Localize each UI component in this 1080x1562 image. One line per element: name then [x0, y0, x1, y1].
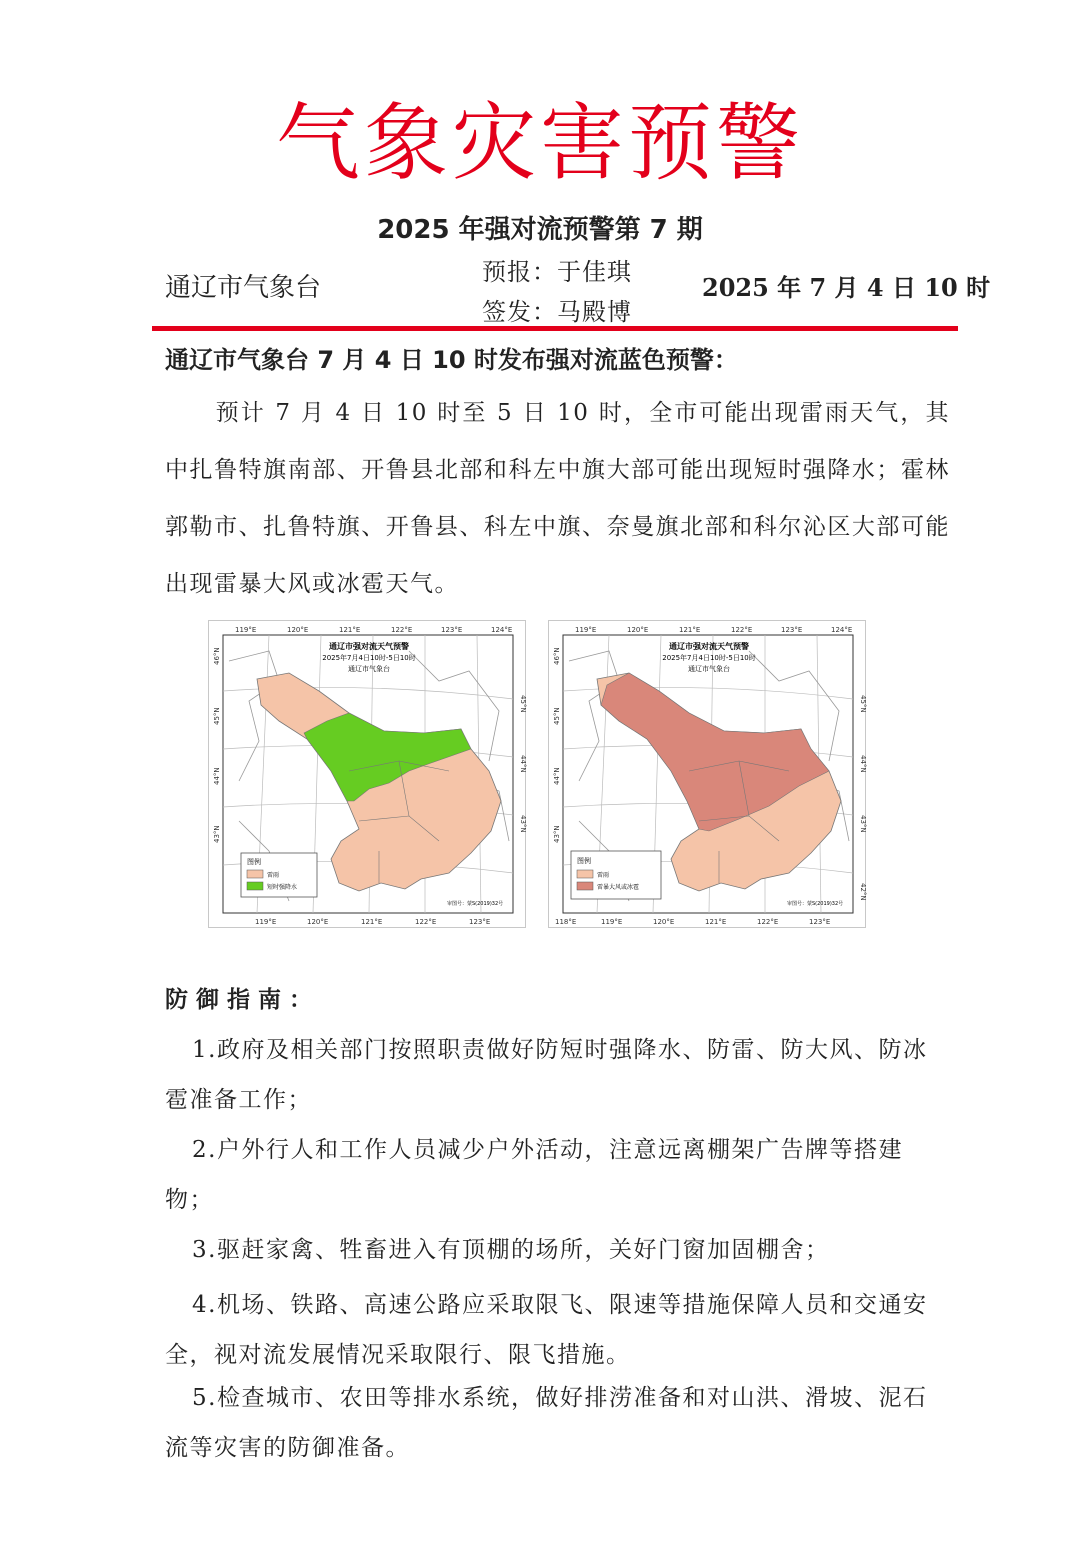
- warning-body-text: 预计 7 月 4 日 10 时至 5 日 10 时，全市可能出现雷雨天气，其中扎鲁特旗南部、开鲁县北部和科左中旗大部可能出现短时强降水；霍林郭勒市、扎鲁特旗、开鲁县、科左中旗、奈曼旗北部和科尔沁区大部可能出现雷暴大风或冰雹天气。: [165, 400, 950, 597]
- guide-item-number: 4.: [192, 1292, 217, 1318]
- map2-right-tick: 45°N: [859, 695, 867, 713]
- map1-bottom-tick: 120°E: [307, 918, 329, 926]
- header-divider: [152, 326, 958, 331]
- guide-item-text: 检查城市、农田等排水系统，做好排涝准备和对山洪、滑坡、泥石流等灾害的防御准备。: [165, 1385, 928, 1461]
- map2-legend-title: 图例: [577, 857, 591, 865]
- guide-item: [165, 1025, 950, 1125]
- map2-period: 2025年7月4日10时-5日10时: [662, 654, 756, 662]
- map2-legend-item: 雷雨: [597, 872, 610, 879]
- map2-left-tick: 45°N: [553, 707, 561, 725]
- map2-top-tick: 124°E: [831, 626, 853, 634]
- map2-bottom-tick: 118°E: [555, 918, 577, 926]
- map1-top-tick: 123°E: [441, 626, 463, 634]
- map2-review-number: 审图号：蒙S(2019)32号: [787, 901, 844, 907]
- guide-item-text: 驱赶家禽、牲畜进入有顶棚的场所，关好门窗加固棚舍；: [217, 1237, 830, 1263]
- map1-source: 通辽市气象台: [348, 665, 390, 673]
- map2-legend-item: 雷暴大风或冰雹: [597, 884, 640, 891]
- guide-item-number: 3.: [192, 1237, 217, 1263]
- map1-top-tick: 124°E: [491, 626, 513, 634]
- map1-right-tick: 44°N: [519, 755, 527, 773]
- map2-left-tick: 44°N: [553, 767, 561, 785]
- issue-title: 2025 年强对流预警第 7 期: [377, 215, 703, 245]
- map1-top-tick: 121°E: [339, 626, 361, 634]
- guide-title: 防御指南：: [165, 987, 320, 1013]
- guide-item-number: 1.: [192, 1037, 217, 1063]
- map2-title: 通辽市强对流天气预警: [669, 642, 749, 651]
- map1-top-tick: 119°E: [235, 626, 257, 634]
- guide-item: [165, 1373, 950, 1473]
- map2-bottom-tick: 120°E: [653, 918, 675, 926]
- issuer-line: 签发：马殿博: [482, 298, 632, 326]
- map2-source: 通辽市气象台: [688, 665, 730, 673]
- issue-datetime: 2025 年 7 月 4 日 10 时: [702, 273, 991, 302]
- guide-item: [165, 1125, 950, 1225]
- guide-item: [165, 1280, 950, 1380]
- map1-left-tick: 43°N: [213, 825, 221, 843]
- map2-top-tick: 120°E: [627, 626, 649, 634]
- map1-bottom-tick: 119°E: [255, 918, 277, 926]
- guide-item-number: 2.: [192, 1137, 217, 1163]
- guide-item: [165, 1225, 950, 1275]
- map2-bottom-tick: 119°E: [601, 918, 623, 926]
- map1-legend-item: 短时强降水: [267, 884, 298, 891]
- map2-top-tick: 122°E: [731, 626, 753, 634]
- map1-right-tick: 45°N: [519, 695, 527, 713]
- map2-left-tick: 46°N: [553, 647, 561, 665]
- map1-period: 2025年7月4日10时-5日10时: [322, 654, 416, 662]
- map1-right-tick: 43°N: [519, 815, 527, 833]
- map2-bottom-tick: 123°E: [809, 918, 831, 926]
- guide-item-text: 机场、铁路、高速公路应采取限飞、限速等措施保障人员和交通安全，视对流发展情况采取限行、限飞措施。: [165, 1292, 928, 1368]
- warning-heading: 通辽市气象台 7 月 4 日 10 时发布强对流蓝色预警：: [165, 346, 738, 374]
- map2-top-tick: 123°E: [781, 626, 803, 634]
- map1-left-tick: 44°N: [213, 767, 221, 785]
- map1-review-number: 审图号：蒙S(2019)32号: [447, 901, 504, 907]
- guide-item-number: 5.: [192, 1385, 217, 1411]
- map1-left-tick: 45°N: [213, 707, 221, 725]
- map1-legend-item: 雷雨: [267, 872, 280, 879]
- map2-top-tick: 121°E: [679, 626, 701, 634]
- masthead-title: 气象灾害预警: [275, 94, 804, 192]
- guide-item-text: 政府及相关部门按照职责做好防短时强降水、防雷、防大风、防冰雹准备工作；: [165, 1037, 928, 1113]
- map1-top-tick: 122°E: [391, 626, 413, 634]
- map1-left-tick: 46°N: [213, 647, 221, 665]
- map-heavy-rain: [208, 620, 526, 928]
- map1-bottom-tick: 123°E: [469, 918, 491, 926]
- map1-legend-title: 图例: [247, 858, 261, 866]
- map2-bottom-tick: 122°E: [757, 918, 779, 926]
- map2-bottom-tick: 121°E: [705, 918, 727, 926]
- map1-title: 通辽市强对流天气预警: [329, 642, 409, 651]
- map2-right-tick: 44°N: [859, 755, 867, 773]
- warning-body: [165, 385, 950, 613]
- map2-left-tick: 43°N: [553, 825, 561, 843]
- map1-bottom-tick: 122°E: [415, 918, 437, 926]
- guide-item-text: 户外行人和工作人员减少户外活动，注意远离棚架广告牌等搭建物；: [165, 1137, 903, 1213]
- map-wind-hail: [548, 620, 866, 928]
- map1-bottom-tick: 121°E: [361, 918, 383, 926]
- map2-right-tick: 43°N: [859, 815, 867, 833]
- issuing-organization: 通辽市气象台: [165, 273, 322, 303]
- map2-top-tick: 119°E: [575, 626, 597, 634]
- map1-top-tick: 120°E: [287, 626, 309, 634]
- map2-right-tick: 42°N: [859, 883, 867, 901]
- forecaster-line: 预报：于佳琪: [482, 258, 632, 286]
